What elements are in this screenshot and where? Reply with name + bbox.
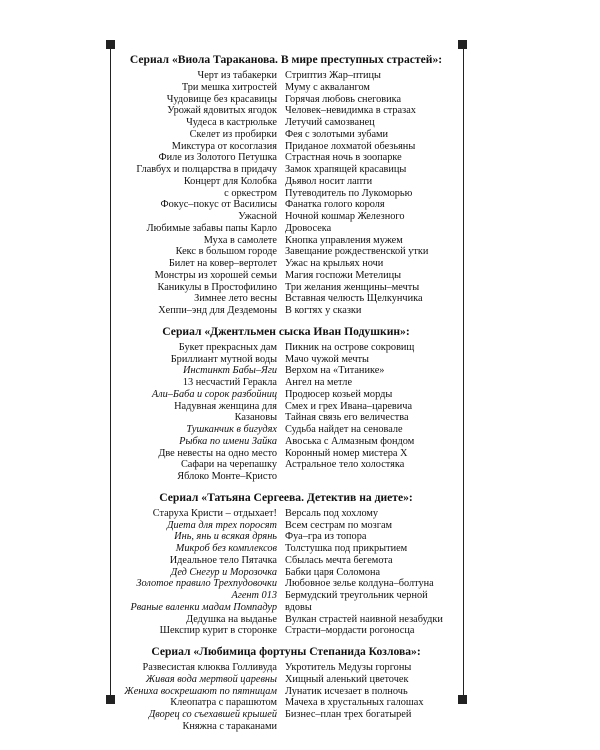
book-title: Развесистая клюква Голливуда bbox=[142, 662, 277, 673]
section-gap bbox=[113, 637, 459, 644]
book-title: Али–Баба и сорок разбойниц bbox=[151, 388, 277, 400]
frame-corner-top-right bbox=[458, 40, 467, 49]
book-title: Продюсер козьей морды bbox=[285, 388, 393, 400]
book-title: Кнопка управления мужем bbox=[285, 234, 403, 246]
book-title: Тайная связь его величества bbox=[285, 412, 409, 424]
book-title: Смех и грех Ивана–царевича bbox=[285, 400, 413, 412]
book-title: Три мешка хитростей bbox=[181, 81, 277, 93]
series-title: Сериал «Виола Тараканова. В мире преступных страстей»: bbox=[129, 53, 443, 66]
book-title: Ужас на крыльях ночи bbox=[285, 258, 384, 269]
book-title: Муму с аквалангом bbox=[285, 81, 370, 93]
book-title: Завещание рождественской утки bbox=[285, 246, 429, 258]
book-title: Дьявол носит лапти bbox=[285, 175, 373, 187]
book-title: Жениха воскрешают по пятницам bbox=[124, 685, 277, 697]
book-title: Путеводитель по Лукоморью bbox=[285, 187, 413, 199]
series-columns bbox=[113, 70, 459, 317]
book-title: Укротитель Медузы горгоны bbox=[285, 662, 412, 673]
book-title: Шекспир курит в сторонке bbox=[159, 625, 277, 637]
book-title: Надувная женщина для bbox=[174, 400, 277, 412]
book-title: Казановы bbox=[234, 412, 277, 424]
book-title: 13 несчастий Геракла bbox=[182, 377, 277, 388]
right-column bbox=[283, 70, 459, 317]
book-title: Летучий самозванец bbox=[285, 117, 375, 128]
series-title: Сериал «Любимица фортуны Степанида Козлова»: bbox=[151, 645, 421, 658]
book-title: Фокус–покус от Василисы bbox=[160, 199, 277, 211]
right-column bbox=[283, 508, 459, 637]
right-column bbox=[283, 342, 459, 483]
book-title: Коронный номер мистера Х bbox=[285, 447, 408, 459]
book-title: Замок храпящей красавицы bbox=[285, 164, 407, 175]
book-title: Рваные валенки мадам Помпадур bbox=[130, 601, 277, 613]
book-title: Бабки царя Соломона bbox=[285, 566, 381, 578]
book-title: Рыбка по имени Зайка bbox=[179, 435, 277, 447]
book-title: Скелет из пробирки bbox=[189, 128, 277, 140]
book-title: Концерт для Колобка bbox=[183, 175, 277, 187]
book-title: Фуа–гра из топора bbox=[285, 531, 367, 543]
book-title: Астральное тело холостяка bbox=[285, 459, 405, 471]
series-list bbox=[113, 52, 459, 733]
book-title: Две невесты на одно место bbox=[158, 447, 277, 459]
book-title: Человек–невидимка в стразах bbox=[285, 105, 416, 117]
book-title: Диета для трех поросят bbox=[166, 519, 277, 531]
series-columns bbox=[113, 662, 459, 733]
book-title: Главбух и полцарства в придачу bbox=[136, 164, 277, 175]
book-title: Хищный аленький цветочек bbox=[285, 673, 409, 685]
book-title: Тушканчик в бигудях bbox=[186, 424, 277, 435]
book-title: Верхом на «Титанике» bbox=[285, 365, 385, 377]
book-title: Зимнее лето весны bbox=[194, 293, 277, 305]
book-title: Золотое правило Трехпудовочки bbox=[136, 578, 277, 590]
book-title: Агент 013 bbox=[231, 590, 277, 601]
book-title: Всем сестрам по мозгам bbox=[285, 519, 393, 531]
series-title: Сериал «Джентльмен сыска Иван Подушкин»: bbox=[162, 324, 410, 338]
book-title: Монстры из хорошей семьи bbox=[154, 269, 277, 281]
book-title: Страсти–мордасти рогоносца bbox=[285, 625, 415, 637]
book-title: Фанатка голого короля bbox=[285, 199, 385, 211]
series-title: Сериал «Татьяна Сергеева. Детектив на диете»: bbox=[159, 490, 413, 504]
book-title: Букет прекрасных дам bbox=[178, 341, 277, 353]
series-columns bbox=[113, 342, 459, 483]
book-title: Фея с золотыми зубами bbox=[285, 128, 389, 140]
book-title: Сбылась мечта бегемота bbox=[285, 554, 393, 566]
book-title: Вставная челюсть Щелкунчика bbox=[285, 293, 423, 305]
right-column bbox=[283, 662, 459, 733]
book-title: Микроб без комплексов bbox=[175, 543, 277, 554]
book-title: Ужасной bbox=[238, 211, 277, 222]
book-title: Толстушка под прикрытием bbox=[285, 543, 408, 554]
book-title: с оркестром bbox=[224, 187, 277, 199]
book-title: вдовы bbox=[285, 601, 312, 613]
book-title: Кекс в большом городе bbox=[175, 246, 277, 258]
book-title: Магия госпожи Метелицы bbox=[285, 269, 402, 281]
frame-corner-top-left bbox=[106, 40, 115, 49]
book-title: Горячая любовь снеговика bbox=[285, 93, 402, 105]
book-title: Мачеха в хрустальных галошах bbox=[285, 697, 424, 709]
book-title: Дворец со съехавшей крышей bbox=[148, 709, 277, 720]
book-title: Бриллиант мутной воды bbox=[170, 353, 277, 365]
book-title: Инь, янь и всякая дрянь bbox=[174, 531, 277, 543]
book-title: Дед Снегур и Морозочка bbox=[170, 566, 277, 578]
left-column bbox=[113, 70, 283, 317]
book-title: Любовное зелье колдуна–болтуна bbox=[285, 578, 434, 590]
book-title: Княжна с тараканами bbox=[182, 720, 277, 732]
book-title: Пикник на острове сокровищ bbox=[285, 341, 415, 353]
left-column bbox=[113, 342, 283, 483]
book-title: Страстная ночь в зоопарке bbox=[285, 152, 402, 164]
book-title: В когтях у сказки bbox=[285, 305, 362, 316]
book-title: Микстура от косоглазия bbox=[171, 140, 277, 152]
book-title: Идеальное тело Пятачка bbox=[169, 554, 277, 566]
book-title: Бермудский треугольник черной bbox=[285, 590, 428, 601]
book-title: Ночной кошмар Железного bbox=[285, 211, 405, 222]
book-title: Яблоко Монте–Кристо bbox=[177, 471, 277, 482]
book-title: Авоська с Алмазным фондом bbox=[285, 435, 415, 447]
section-gap bbox=[113, 483, 459, 490]
book-title: Стриптиз Жар–птицы bbox=[285, 70, 381, 81]
book-title: Ангел на метле bbox=[285, 377, 353, 388]
series-columns bbox=[113, 508, 459, 637]
book-title: Черт из табакерки bbox=[197, 70, 277, 81]
section-gap bbox=[113, 317, 459, 324]
book-title: Инстинкт Бабы–Яги bbox=[183, 365, 277, 377]
left-column bbox=[113, 508, 283, 637]
book-title: Судьба найдет на сеновале bbox=[285, 424, 403, 435]
book-title: Сафари на черепашку bbox=[180, 459, 277, 471]
book-title: Мачо чужой мечты bbox=[285, 353, 369, 365]
book-title: Урожай ядовитых ягодок bbox=[167, 105, 277, 117]
book-title: Хеппи–энд для Дездемоны bbox=[158, 305, 277, 316]
book-title: Лунатик исчезает в полночь bbox=[285, 685, 408, 697]
book-title: Каникулы в Простофилино bbox=[157, 281, 277, 293]
book-title: Бизнес–план трех богатырей bbox=[285, 709, 412, 720]
book-title: Старуха Кристи – отдыхает! bbox=[152, 507, 277, 519]
book-title: Живая вода мертвой царевны bbox=[145, 673, 277, 685]
book-title: Три желания женщины–мечты bbox=[285, 281, 420, 293]
book-title: Дедушка на выданье bbox=[186, 613, 277, 625]
left-column bbox=[113, 662, 283, 733]
book-title: Версаль под хохлому bbox=[285, 507, 379, 519]
book-title: Вулкан страстей наивной незабудки bbox=[285, 613, 443, 625]
frame-corner-bottom-right bbox=[458, 695, 467, 704]
book-title: Дровосека bbox=[285, 222, 332, 234]
book-title: Чудеса в кастрюльке bbox=[186, 117, 277, 128]
book-title: Любимые забавы папы Карло bbox=[146, 222, 277, 234]
book-title: Билет на ковер–вертолет bbox=[168, 258, 277, 269]
book-title: Филе из Золотого Петушка bbox=[158, 152, 277, 164]
book-title: Клеопатра с парашютом bbox=[170, 697, 277, 709]
book-title: Муха в самолете bbox=[203, 234, 277, 246]
book-title: Чудовище без красавицы bbox=[166, 93, 277, 105]
book-title: Приданое лохматой обезьяны bbox=[285, 140, 416, 152]
